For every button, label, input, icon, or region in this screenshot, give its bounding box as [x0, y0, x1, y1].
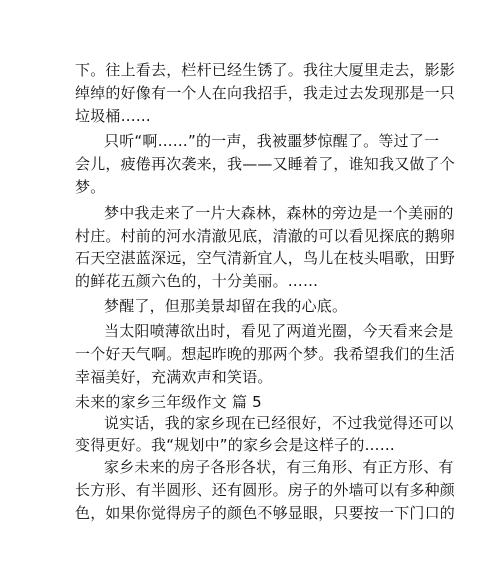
text-line: 梦中我走来了一片大森林，森林的旁边是一个美丽的 [104, 204, 454, 222]
text-line: 村庄。村前的河水清澈见底，清澈的可以看见探底的鹅卵 [75, 227, 456, 245]
text-line: 会儿，疲倦再次袭来，我——又睡着了，谁知我又做了个 [75, 155, 456, 173]
text-line: 幸福美好，充满欢声和笑语。 [75, 368, 273, 386]
text-line: 当太阳喷薄欲出时，看见了两道光圈，今天看来会是 [104, 322, 454, 340]
text-line: 只听“啊……”的一声，我被噩梦惊醒了。等过了一 [104, 132, 440, 150]
text-line: 梦。 [75, 178, 106, 196]
text-line: 梦醒了，但那美景却留在我的心底。 [104, 297, 348, 315]
text-line: 说实话，我的家乡现在已经很好，不过我觉得还可以 [104, 414, 454, 432]
text-line: 石天空湛蓝深远，空气清新宜人，鸟儿在枝头唱歌，田野 [75, 249, 456, 267]
text-line: 的鲜花五颜六色的，十分美丽。…… [75, 272, 319, 290]
text-line: 家乡未来的房子各形各状，有三角形、有正方形、有 [104, 458, 454, 476]
section-heading: 未来的家乡三年级作文 篇 5 [75, 393, 262, 411]
text-line: 一个好天气啊。想起昨晚的那两个梦。我希望我们的生活 [75, 345, 456, 363]
text-line: 绰绰的好像有一个人在向我招手，我走过去发现那是一只 [75, 84, 456, 102]
text-line: 下。往上看去，栏杆已经生锈了。我往大厦里走去，影影 [75, 61, 456, 79]
text-line: 垃圾桶…… [75, 107, 152, 125]
text-line: 色，如果你觉得房子的颜色不够显眼，只要按一下门口的 [75, 504, 456, 522]
text-line: 长方形、有半圆形、还有圆形。房子的外墙可以有多种颜 [75, 481, 456, 499]
text-line: 变得更好。我“规划中”的家乡会是这样子的…… [75, 436, 395, 454]
